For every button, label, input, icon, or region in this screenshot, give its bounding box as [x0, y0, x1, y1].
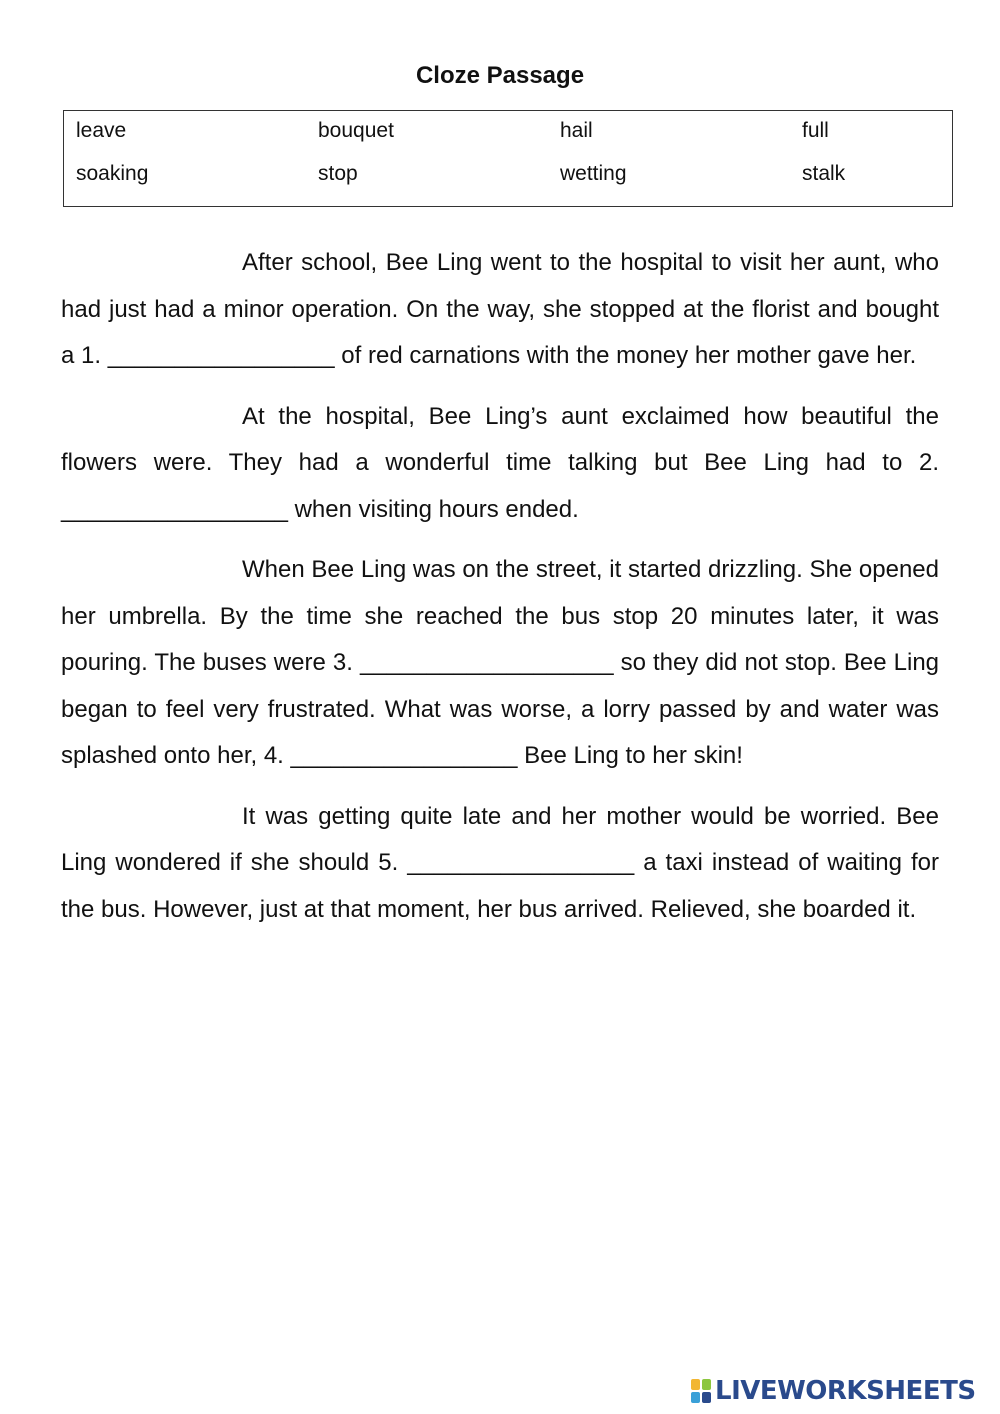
passage-text: When Bee Ling was on the street, it started drizzling. She opened her umbrella. By the time she reached the bus stop 20 minutes later, it was pouring. The buses were 3.: [61, 556, 939, 676]
word-bank-word: soaking: [76, 162, 149, 185]
page-title: Cloze Passage: [415, 62, 585, 89]
answer-blank-3[interactable]: ___________________: [359, 649, 614, 676]
passage-text: so they did not stop. Bee Ling began to feel very frustrated. What was worse, a lorry passed by and water was splashed onto her, 4.: [61, 649, 940, 769]
passage-paragraph-3: [61, 547, 939, 780]
answer-blank-5[interactable]: _________________: [407, 849, 635, 876]
word-bank-box: [63, 110, 953, 207]
passage-paragraph-4: [61, 794, 939, 934]
word-bank-row: [64, 160, 952, 188]
answer-blank-2[interactable]: _________________: [61, 495, 288, 523]
answer-blank-1[interactable]: _________________: [107, 342, 335, 369]
logo-text: LIVEWORKSHEETS: [715, 1376, 976, 1406]
liveworksheets-logo[interactable]: [690, 1376, 990, 1406]
word-bank-word: leave: [76, 119, 127, 142]
passage-text: After school, Bee Ling went to the hospital to visit her aunt, who had just had a minor operation. On the way, she stopped at the florist and bought a 1.: [61, 249, 939, 369]
passage-text: It was getting quite late and her mother would be worried. Bee Ling wondered if she should 5.: [61, 802, 939, 876]
answer-blank-4[interactable]: _________________: [290, 742, 518, 769]
passage-paragraph-2: [61, 394, 939, 534]
passage-paragraph-1: [61, 240, 939, 380]
word-bank-word: stop: [318, 162, 358, 185]
passage-text: At the hospital, Bee Ling’s aunt exclaimed how beautiful the flowers were. They had a wonderful time talking but Bee Ling had to 2.: [61, 402, 939, 476]
passage: [61, 240, 939, 947]
word-bank-row: [64, 117, 952, 145]
word-bank-word: full: [802, 119, 829, 142]
passage-text: of red carnations with the money her mother gave her.: [341, 342, 917, 369]
passage-text: Bee Ling to her skin!: [524, 742, 743, 769]
word-bank-word: bouquet: [318, 119, 394, 142]
passage-text: when visiting hours ended.: [294, 495, 579, 523]
passage-text: a taxi instead of waiting for the bus. However, just at that moment, her bus arrived. Relieved, she boarded it.: [61, 849, 940, 923]
word-bank-word: hail: [560, 119, 593, 142]
word-bank-word: wetting: [560, 162, 627, 185]
word-bank-word: stalk: [802, 162, 846, 185]
liveworksheets-logo-icon: [690, 1378, 712, 1404]
